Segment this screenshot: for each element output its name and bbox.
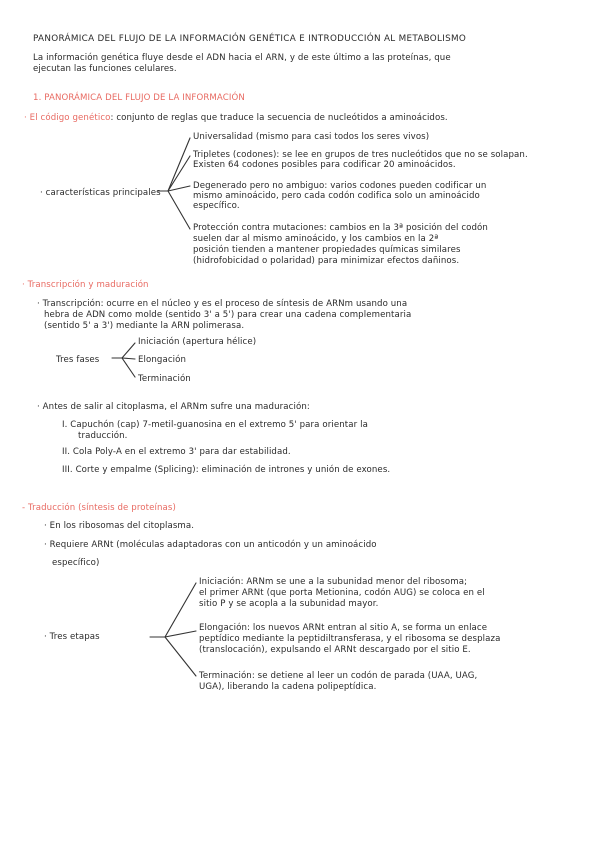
phase-elongation: Elongación: [138, 355, 187, 365]
maturation-intro: · Antes de salir al citoplasma, el ARNm sufre una maduración:: [37, 402, 310, 412]
phase-initiation: Iniciación (apertura hélice): [138, 337, 257, 347]
stage-elongation-3: (translocación), expulsando el ARNt descargado por el sitio E.: [199, 645, 471, 655]
translation-trna-1: · Requiere ARNt (moléculas adaptadoras con un anticodón y un aminoácido: [44, 540, 377, 550]
stage-elongation-2: peptídico mediante la peptidiltransferasa, y el ribosoma se desplaza: [199, 634, 501, 644]
char-universality: Universalidad (mismo para casi todos los seres vivos): [193, 132, 430, 142]
char-protection-2: suelen dar al mismo aminoácido, y los cambios en la 2ª: [193, 234, 439, 244]
char-triplets-1: Tripletes (codones): se lee en grupos de tres nucleótidos que no se solapan.: [193, 150, 528, 160]
char-protection-1: Protección contra mutaciones: cambios en la 3ª posición del codón: [193, 223, 488, 233]
char-degenerate-2: mismo aminoácido, pero cada codón codifica solo un aminoácido: [193, 191, 480, 201]
maturation-cap-1: I. Capuchón (cap) 7-metil-guanosina en el extremo 5' para orientar la: [62, 420, 368, 430]
maturation-splicing: III. Corte y empalme (Splicing): eliminación de intrones y unión de exones.: [62, 465, 391, 475]
phases-branch-elongation: [122, 358, 135, 359]
phases-branch-initiation: [122, 343, 135, 358]
section2-heading: · Transcripción y maduración: [22, 280, 149, 290]
stages-branch-elongation: [165, 631, 196, 637]
stages-label: · Tres etapas: [44, 632, 100, 642]
char-branch-degenerate: [168, 186, 190, 191]
char-degenerate-3: específico.: [193, 201, 240, 211]
maturation-polya: II. Cola Poly-A en el extremo 3' para dar estabilidad.: [62, 447, 291, 457]
stage-termination-1: Terminación: se detiene al leer un codón de parada (UAA, UAG,: [199, 671, 478, 681]
stage-initiation-3: sitio P y se acopla a la subunidad mayor.: [199, 599, 379, 609]
stage-initiation-1: Iniciación: ARNm se une a la subunidad menor del ribosoma;: [199, 577, 468, 587]
phases-branch-termination: [122, 358, 135, 377]
phases-label: Tres fases: [56, 355, 100, 365]
genetic-code-definition: : conjunto de reglas que traduce la secuencia de nucleótidos a aminoácidos.: [110, 113, 448, 123]
stages-branch-initiation: [165, 583, 196, 637]
section3-heading: - Traducción (síntesis de proteínas): [22, 503, 176, 513]
section1-heading: 1. PANORÁMICA DEL FLUJO DE LA INFORMACIÓN: [33, 93, 245, 103]
characteristics-label: · características principales: [40, 188, 161, 198]
stage-elongation-1: Elongación: los nuevos ARNt entran al sitio A, se forma un enlace: [199, 623, 488, 633]
stage-initiation-2: el primer ARNt (que porta Metionina, codón AUG) se coloca en el: [199, 588, 485, 598]
translation-ribosomes: · En los ribosomas del citoplasma.: [44, 521, 195, 531]
stage-termination-2: UGA), liberando la cadena polipeptídica.: [199, 682, 377, 692]
char-protection-3: posición tienden a mantener propiedades químicas similares: [193, 245, 461, 255]
stages-branch-termination: [165, 637, 196, 676]
char-branch-universality: [168, 138, 190, 191]
phase-termination: Terminación: [138, 374, 191, 384]
translation-trna-2: específico): [52, 558, 100, 568]
char-degenerate-1: Degenerado pero no ambiguo: varios codones pueden codificar un: [193, 181, 487, 191]
char-triplets-2: Existen 64 codones posibles para codificar 20 aminoácidos.: [193, 160, 456, 170]
genetic-code-label: · El código genético: [24, 113, 111, 123]
char-branch-protection: [168, 191, 190, 229]
maturation-cap-2: traducción.: [78, 431, 128, 441]
page-title: PANORÁMICA DEL FLUJO DE LA INFORMACIÓN GENÉTICA E INTRODUCCIÓN AL METABOLISMO: [33, 34, 467, 44]
genetic-code-line: [24, 113, 448, 124]
intro-line-2: ejecutan las funciones celulares.: [33, 64, 177, 74]
transcription-line-1: · Transcripción: ocurre en el núcleo y es el proceso de síntesis de ARNm usando una: [37, 299, 408, 309]
intro-line-1: La información genética fluye desde el ADN hacia el ARN, y de este último a las proteínas, que: [33, 53, 451, 63]
transcription-line-3: (sentido 5' a 3') mediante la ARN polimerasa.: [44, 321, 245, 331]
char-protection-4: (hidrofobicidad o polaridad) para minimizar efectos dañinos.: [193, 256, 460, 266]
transcription-line-2: hebra de ADN como molde (sentido 3' a 5') para crear una cadena complementaria: [44, 310, 412, 320]
char-branch-triplets: [168, 156, 190, 191]
